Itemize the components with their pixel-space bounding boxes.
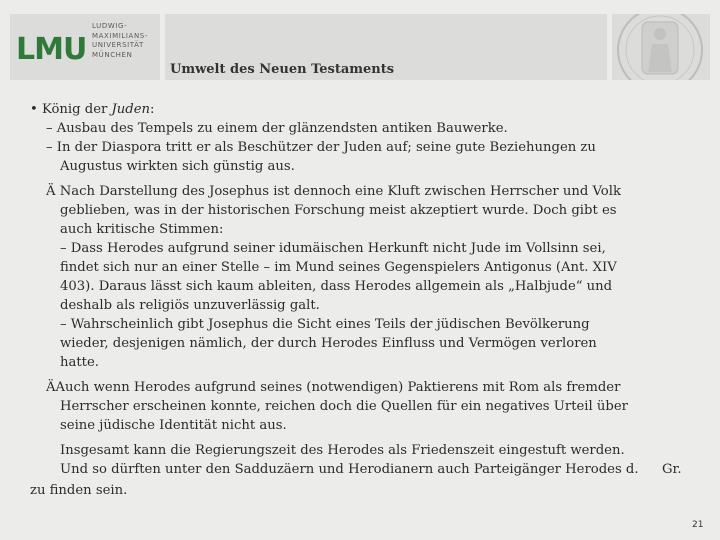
slide-title: Umwelt des Neuen Testaments	[170, 62, 395, 77]
text-line: Und so dürften unter den Sadduzäern und Herodianern auch Parteigänger Herodes d.	[60, 462, 639, 477]
text-line: 403). Daraus lässt sich kaum ableiten, dass Herodes allgemein als „Halbjude“ und	[60, 279, 613, 294]
logo-wordmark: LMU	[16, 32, 87, 67]
text-line: findet sich nur an einer Stelle – im Mund seines Gegenspielers Antigonus (Ant. XIV	[60, 260, 617, 275]
text-line: Nach Darstellung des Josephus ist dennoch eine Kluft zwischen Herrscher und Volk	[55, 184, 621, 199]
arrow-icon: Ä	[46, 184, 56, 199]
text-line: seine jüdische Identität nicht aus.	[60, 418, 287, 433]
text-line: – In der Diaspora tritt er als Beschützer der Juden auf; seine gute Beziehungen zu	[46, 140, 596, 155]
text-line: wieder, desjenigen nämlich, der durch Herodes Einfluss und Vermögen verloren	[60, 336, 597, 351]
text-line: – Ausbau des Tempels zu einem der glänzendsten antiken Bauwerke.	[46, 121, 508, 136]
heading-text: König der	[41, 102, 112, 117]
page-number: 21	[692, 520, 704, 530]
text-line: Herrscher erscheinen konnte, reichen doch die Quellen für ein negatives Urteil über	[60, 399, 628, 414]
text-line: Auch wenn Herodes aufgrund seines (notwendigen) Paktierens mit Rom als fremder	[55, 380, 621, 395]
text-line: Gr.	[662, 462, 682, 477]
logo-university-name	[92, 22, 148, 60]
text-line: Augustus wirkten sich günstig aus.	[60, 159, 295, 174]
text-line: Insgesamt kann die Regierungszeit des Herodes als Friedenszeit eingestuft werden.	[60, 443, 625, 458]
arrow-icon: Ä	[46, 380, 56, 395]
logo-line: UNIVERSITÄT	[92, 41, 144, 49]
arrow-paragraph-1	[46, 182, 621, 201]
text-line: geblieben, was in der historischen Forschung meist akzeptiert wurde. Doch gibt es	[60, 203, 617, 218]
bullet: •	[30, 102, 38, 117]
text-line: hatte.	[60, 355, 99, 370]
text-line: deshalb als religiös unzuverlässig galt.	[60, 298, 320, 313]
text-line: auch kritische Stimmen:	[60, 222, 224, 237]
heading-colon: :	[150, 102, 155, 117]
text-line: – Wahrscheinlich gibt Josephus die Sicht eines Teils der jüdischen Bevölkerung	[60, 317, 590, 332]
logo-line: MAXIMILIANS-	[92, 31, 148, 40]
bullet-heading	[30, 100, 155, 119]
arrow-paragraph-2	[46, 378, 620, 397]
university-seal-icon	[612, 14, 710, 80]
logo-line: LUDWIG-	[92, 22, 128, 30]
lmu-logo	[10, 14, 160, 80]
text-line: – Dass Herodes aufgrund seiner idumäischen Herkunft nicht Jude im Vollsinn sei,	[60, 241, 606, 256]
logo-line: MÜNCHEN	[92, 50, 133, 59]
heading-emphasis: Juden	[111, 102, 151, 117]
slide-header	[0, 0, 720, 90]
text-line: zu finden sein.	[30, 483, 128, 498]
